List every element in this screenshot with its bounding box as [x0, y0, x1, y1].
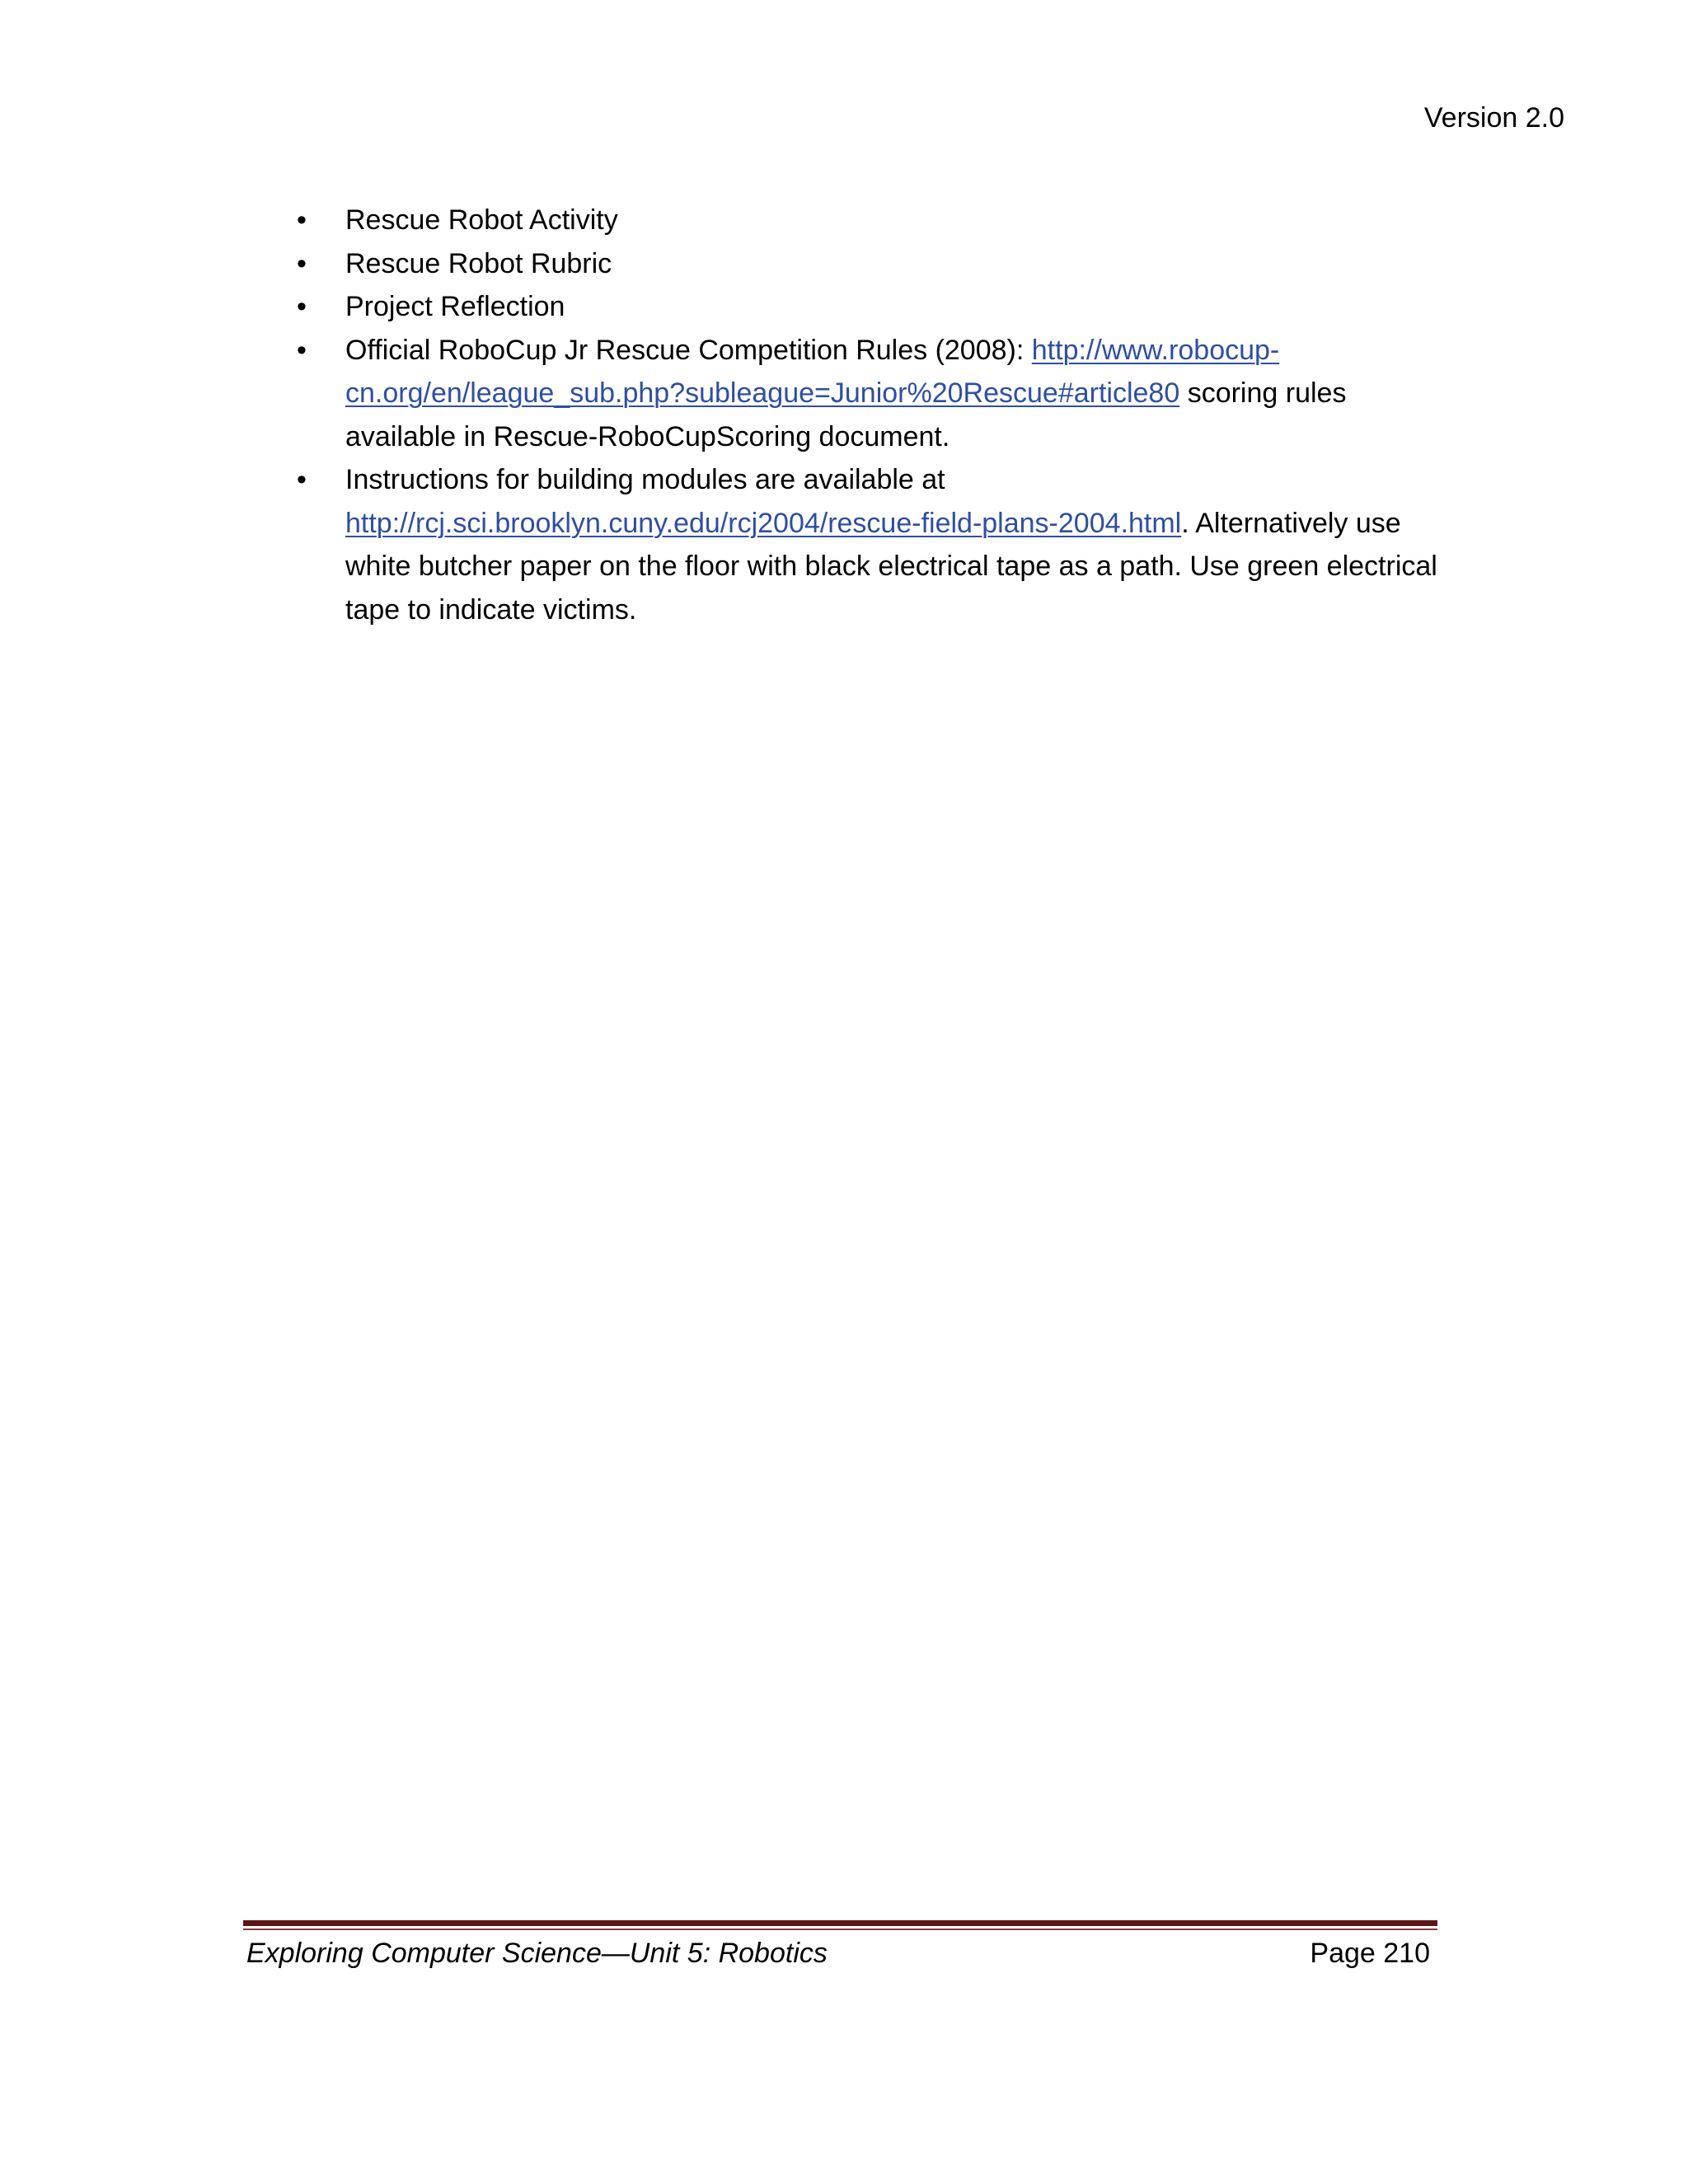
version-label: Version 2.0	[1423, 102, 1564, 134]
list-item-text: Official RoboCup Jr Rescue Competition Rules (2008):	[345, 334, 1032, 366]
list-item	[297, 242, 1451, 286]
bullet-icon: •	[297, 204, 307, 236]
list-item	[297, 458, 1451, 631]
field-plans-link[interactable]: http://rcj.sci.brooklyn.cuny.edu/rcj2004/rescue-field-plans-2004.html	[345, 507, 1182, 539]
list-item	[297, 329, 1451, 459]
list-item-text: Rescue Robot Rubric	[345, 247, 612, 279]
bullet-icon: •	[297, 334, 307, 366]
footer-divider-thin	[243, 1929, 1437, 1930]
bullet-icon: •	[297, 464, 307, 495]
list-item-text: Rescue Robot Activity	[345, 204, 618, 236]
footer-divider	[243, 1920, 1437, 1926]
robocup-rules-link[interactable]: http://www.robocup-cn.org/en/league_sub.php?subleague=Junior%20Rescue#article80	[345, 334, 1280, 409]
list-item-text: Project Reflection	[345, 291, 565, 322]
list-item	[297, 199, 1451, 242]
list-item	[297, 285, 1451, 329]
list-item-text: . Alternatively use white butcher paper on the floor with black electrical tape as a path. Use green electrical tape to indicate victims.	[345, 507, 1437, 626]
resource-list	[297, 199, 1451, 631]
bullet-icon: •	[297, 291, 307, 322]
list-item-text: scoring rules available in Rescue-RoboCupScoring document.	[345, 377, 1347, 452]
bullet-icon: •	[297, 247, 307, 279]
footer-title: Exploring Computer Science—Unit 5: Robotics	[246, 1938, 828, 1969]
page-number: Page 210	[1310, 1938, 1430, 1969]
list-item-text: Instructions for building modules are available at	[345, 464, 945, 495]
